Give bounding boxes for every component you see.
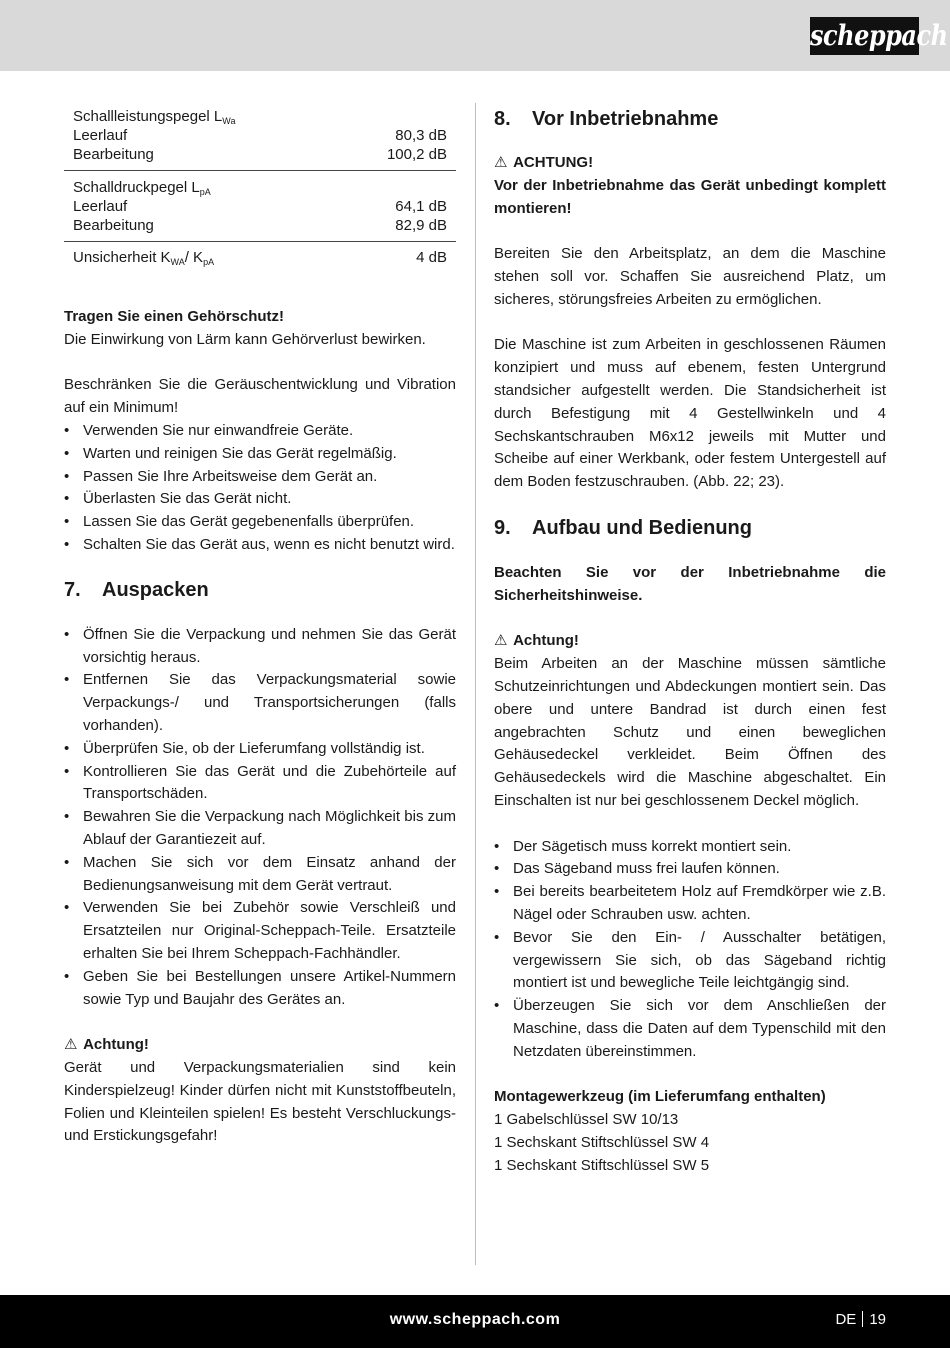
spec-value: 80,3 dB	[395, 127, 447, 144]
spec-value: 64,1 dB	[395, 198, 447, 215]
scheppach-logo	[810, 17, 948, 55]
list-item: • Lassen Sie das Gerät gegebenenfalls überprüfen.	[64, 511, 456, 534]
list-item: • Öffnen Sie die Verpackung und nehmen Sie das Gerät vorsichtig heraus.	[64, 624, 456, 670]
warning-text: Beim Arbeiten an der Maschine müssen sämtliche Schutzeinrichtungen und Abdeckungen montiert sein. Das obere und untere Bandrad ist durch einen fest angebrachten Schutz und einen beweglichen Gehäusedeckel verkleidet. Beim Öffnen des Gehäusedeckels wird die Maschine abgeschaltet. Ein Einschalten ist nur bei geschlossenem Deckel möglich.	[494, 655, 886, 809]
spec-value: 82,9 dB	[395, 217, 447, 234]
warning-text: Vor der Inbetriebnahme das Gerät unbedingt komplett montieren!	[494, 176, 886, 217]
footer	[0, 1295, 950, 1348]
section-title: Auspacken	[102, 578, 209, 601]
list-item: • Bewahren Sie die Verpackung nach Möglichkeit bis zum Ablauf der Garantiezeit auf.	[64, 806, 456, 852]
spec-value: 100,2 dB	[386, 146, 447, 163]
spec-row	[73, 145, 447, 164]
spec-row	[73, 126, 447, 145]
sound-power-label: Schallleistungspegel L	[73, 108, 223, 125]
list-item: • Kontrollieren Sie das Gerät und die Zubehörteile auf Transportschäden.	[64, 761, 456, 807]
sound-power-group	[64, 105, 456, 171]
page-number: 19	[869, 1311, 886, 1328]
hearing-protection-text: Die Einwirkung von Lärm kann Gehörverlust bewirken.	[64, 330, 426, 348]
column-divider	[475, 103, 476, 1265]
sound-pressure-label: Schalldruckpegel L	[73, 179, 200, 196]
list-item: • Das Sägeband muss frei laufen können.	[494, 858, 886, 881]
warning-text: Gerät und Verpackungsmaterialien sind kein Kinderspielzeug! Kinder dürfen nicht mit Kunststoffbeuteln, Folien und Kleinteilen spielen! Es besteht Verschluckungs- und Erstickungsgefahr!	[64, 1058, 456, 1145]
sound-pressure-group	[64, 171, 456, 242]
sound-power-sub: Wa	[222, 116, 236, 126]
list-item: • Geben Sie bei Bestellungen unsere Artikel-Nummern sowie Typ und Baujahr des Gerätes an.	[64, 966, 456, 1012]
warning-title	[494, 152, 886, 175]
list-item: • Überlasten Sie das Gerät nicht.	[64, 488, 456, 511]
tool-item: 1 Sechskant Stiftschlüssel SW 5	[494, 1156, 710, 1174]
warning-icon: ⚠	[494, 154, 508, 171]
warning-title	[64, 1034, 456, 1057]
list-item: • Schalten Sie das Gerät aus, wenn es nicht benutzt wird.	[64, 534, 456, 557]
hearing-protection-title: Tragen Sie einen Gehörschutz!	[64, 308, 285, 325]
list-item: • Bei bereits bearbeitetem Holz auf Fremdkörper wie z.B. Nägel oder Schrauben usw. achten.	[494, 881, 886, 927]
warning-title	[494, 630, 886, 653]
section-7-heading	[64, 576, 456, 604]
list-item: • Der Sägetisch muss korrekt montiert sein.	[494, 836, 886, 859]
warning-icon: ⚠	[494, 632, 508, 650]
section-number: 8.	[494, 108, 511, 130]
uncertainty-mid: / K	[184, 249, 204, 266]
section-number: 7.	[64, 578, 81, 601]
workplace-prep-text: Bereiten Sie den Arbeitsplatz, an dem die Maschine stehen soll vor. Schaffen Sie ausreichend Platz, um sicheres, störungsfreies Arbeiten zu ermöglichen.	[494, 245, 886, 308]
sound-pressure-sub: pA	[199, 187, 211, 197]
tool-item: 1 Sechskant Stiftschlüssel SW 4	[494, 1133, 710, 1151]
spec-row	[73, 197, 447, 216]
machine-setup-text: Die Maschine ist zum Arbeiten in geschlossenen Räumen konzipiert und muss auf ebenem, festen Untergrund standsicher aufgestellt werden. Die Standsicherheit ist durch Befestigung mit 4 Gestellwinkeln und 4 Sechskantschrauben M6x12 jeweils mit Mutter und Scheibe auf einer Werkbank, oder festem Untergestell auf dem Boden festzuschrauben. (Abb. 22; 23).	[494, 336, 886, 491]
spec-label: Leerlauf	[73, 198, 128, 215]
header-band	[0, 0, 950, 71]
noise-spec-table	[64, 105, 456, 273]
list-item: • Überzeugen Sie sich vor dem Anschließen der Maschine, dass die Daten auf dem Typenschild mit den Netzdaten übereinstimmen.	[494, 995, 886, 1063]
page-indicator	[835, 1309, 886, 1332]
check-list	[494, 836, 886, 1064]
warning-title-text: Achtung!	[513, 632, 579, 650]
right-column	[494, 105, 886, 1177]
list-item: • Machen Sie sich vor dem Einsatz anhand der Bedienungsanweisung mit dem Gerät vertraut.	[64, 852, 456, 898]
uncertainty-row	[73, 248, 447, 267]
list-item: • Verwenden Sie nur einwandfreie Geräte.	[64, 420, 456, 443]
uncertainty-sub-a: WA	[170, 257, 185, 267]
warning-title-text: ACHTUNG!	[513, 154, 594, 171]
spec-row	[73, 216, 447, 235]
list-item: • Entfernen Sie das Verpackungsmaterial sowie Verpackungs-/ und Transportsicherungen (falls vorhanden).	[64, 669, 456, 737]
uncertainty-sub-b: pA	[203, 257, 215, 267]
tools-title: Montagewerkzeug (im Lieferumfang enthalten)	[494, 1088, 826, 1106]
uncertainty-group	[64, 242, 456, 273]
list-item: • Verwenden Sie bei Zubehör sowie Verschleiß und Ersatzteilen nur Original-Scheppach-Teile. Ersatzteile erhalten Sie bei Ihrem Scheppach-Fachhändler.	[64, 897, 456, 965]
section-8-heading	[494, 105, 886, 133]
spec-label: Bearbeitung	[73, 146, 154, 163]
spec-label: Leerlauf	[73, 127, 128, 144]
uncertainty-label: Unsicherheit K	[73, 249, 171, 266]
list-item: • Passen Sie Ihre Arbeitsweise dem Gerät an.	[64, 466, 456, 489]
footer-url: www.scheppach.com	[389, 1311, 561, 1328]
section-title: Aufbau und Bedienung	[532, 516, 752, 539]
logo-text: scheppach	[810, 18, 948, 53]
safety-note: Beachten Sie vor der Inbetriebnahme die Sicherheitshinweise.	[494, 563, 886, 604]
sound-pressure-header	[73, 178, 447, 197]
list-item: • Überprüfen Sie, ob der Lieferumfang vollständig ist.	[64, 738, 456, 761]
noise-limit-intro: Beschränken Sie die Geräuschentwicklung und Vibration auf ein Minimum!	[64, 376, 456, 417]
warning-title-text: Achtung!	[83, 1036, 149, 1054]
unpack-list	[64, 624, 456, 1012]
uncertainty-value: 4 dB	[416, 249, 447, 266]
language-code: DE	[835, 1311, 857, 1328]
warning-icon: ⚠	[64, 1036, 78, 1054]
noise-limit-list	[64, 420, 456, 557]
left-column	[64, 105, 456, 1148]
section-9-heading	[494, 514, 886, 542]
sound-power-header	[73, 107, 447, 126]
tool-item: 1 Gabelschlüssel SW 10/13	[494, 1111, 679, 1129]
list-item: • Bevor Sie den Ein- / Ausschalter betätigen, vergewissern Sie sich, ob das Sägeband richtig montiert ist und bewegliche Teile leichtgängig sind.	[494, 927, 886, 995]
list-item: • Warten und reinigen Sie das Gerät regelmäßig.	[64, 443, 456, 466]
spec-label: Bearbeitung	[73, 217, 154, 234]
page-separator	[862, 1311, 863, 1327]
section-number: 9.	[494, 516, 511, 539]
section-title: Vor Inbetriebnahme	[532, 108, 719, 130]
